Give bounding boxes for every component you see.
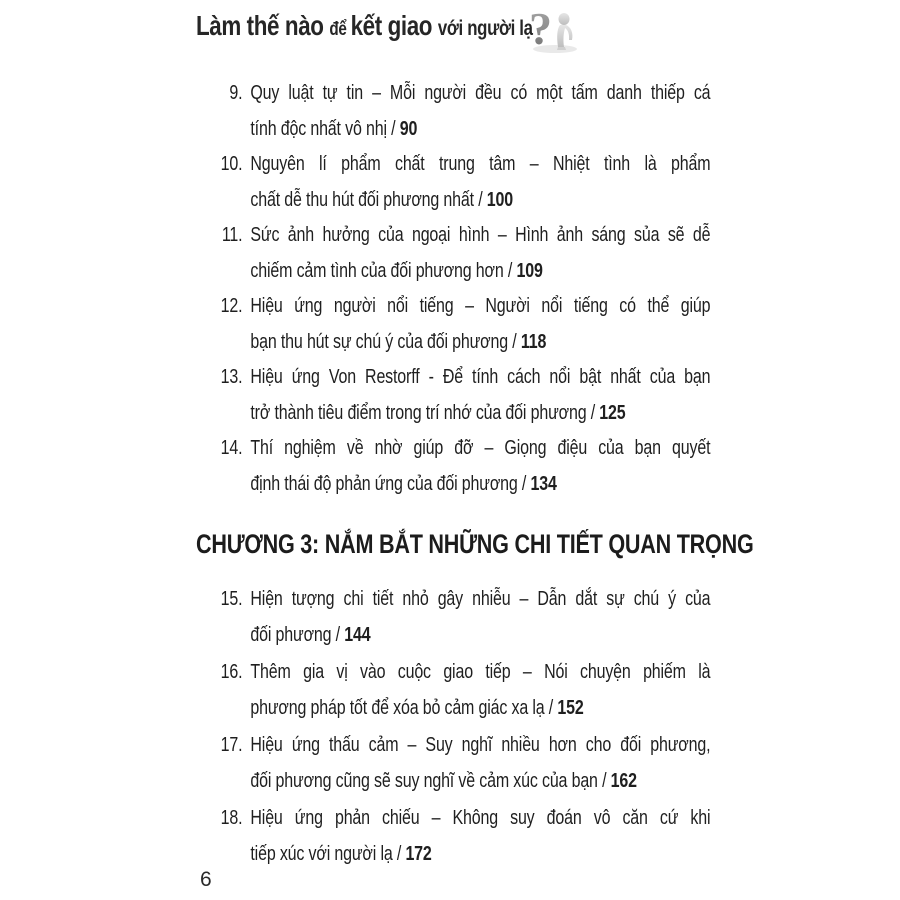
toc-entry-number: 9. bbox=[229, 82, 243, 104]
toc-entry-line1: Hiệu ứng người nổi tiếng – Người nổi tiếng có thể giúp bbox=[250, 295, 711, 317]
svg-text:?: ? bbox=[529, 4, 552, 54]
toc-entry-text bbox=[250, 147, 710, 218]
toc-entry-number: 15. bbox=[220, 588, 243, 610]
toc-entry bbox=[196, 582, 756, 653]
toc-section-chapter2-entries bbox=[196, 76, 896, 502]
toc-entry bbox=[196, 147, 756, 218]
book-title bbox=[196, 10, 533, 42]
toc-entry-line1: Nguyên lí phẩm chất trung tâm – Nhiệt tình là phẩm bbox=[250, 153, 711, 175]
toc-entry-line1: Hiệu ứng phản chiếu – Không suy đoán vô căn cứ khi bbox=[250, 807, 711, 829]
toc-entry-text bbox=[250, 289, 710, 360]
toc-entry-line2: trở thành tiêu điểm trong trí nhớ của đối phương / 125 bbox=[250, 401, 626, 424]
toc-entry-text bbox=[250, 218, 710, 289]
toc-entry-number: 14. bbox=[220, 437, 243, 459]
toc-entry bbox=[196, 655, 756, 726]
toc-entry-line2: định thái độ phản ứng của đối phương / 134 bbox=[250, 472, 557, 495]
book-title-segment: với người lạ bbox=[437, 17, 533, 40]
toc-entry bbox=[196, 431, 756, 502]
question-mark-figure-icon bbox=[528, 4, 582, 54]
toc-entry-line2: tính độc nhất vô nhị / 90 bbox=[250, 117, 418, 140]
toc-entry-line2: chiếm cảm tình của đối phương hơn / 109 bbox=[250, 259, 543, 282]
toc-entry-line2: bạn thu hút sự chú ý của đối phương / 118 bbox=[250, 330, 547, 353]
toc-entry-line2: tiếp xúc với người lạ / 172 bbox=[250, 842, 432, 865]
toc-entry-page: 109 bbox=[516, 259, 543, 282]
toc-entry-page: 152 bbox=[557, 696, 584, 719]
page-number: 6 bbox=[200, 868, 212, 891]
toc-entry bbox=[196, 218, 756, 289]
toc-entry-page: 162 bbox=[610, 769, 637, 792]
book-title-segment: để bbox=[329, 19, 351, 40]
toc-entry bbox=[196, 289, 756, 360]
toc-entry bbox=[196, 76, 756, 147]
toc-entry-page: 172 bbox=[405, 842, 432, 865]
toc-entry-line2: phương pháp tốt để xóa bỏ cảm giác xa lạ / 152 bbox=[250, 696, 584, 719]
toc-entry-number: 13. bbox=[220, 366, 243, 388]
toc-entry-page: 125 bbox=[599, 401, 626, 424]
toc-entry-number: 17. bbox=[220, 734, 243, 756]
book-title-segment: kết giao bbox=[350, 10, 438, 41]
toc-entry-line1: Quy luật tự tin – Mỗi người đều có một tấm danh thiếp cá bbox=[250, 82, 711, 104]
toc-entry-line1: Hiệu ứng thấu cảm – Suy nghĩ nhiều hơn cho đối phương, bbox=[250, 734, 711, 756]
toc-entry-text bbox=[250, 431, 710, 502]
toc-entry-page: 118 bbox=[520, 330, 547, 353]
toc-entry-page: 134 bbox=[530, 472, 557, 495]
toc-entry-line1: Sức ảnh hưởng của ngoại hình – Hình ảnh sáng sủa sẽ dễ bbox=[250, 224, 711, 246]
toc-entry-number: 10. bbox=[220, 153, 243, 175]
toc-entry-line2: đối phương / 144 bbox=[250, 623, 371, 646]
toc-entry-number: 11. bbox=[221, 224, 243, 246]
toc-entry-text bbox=[250, 728, 710, 799]
toc-entry-number: 12. bbox=[220, 295, 243, 317]
toc-entry-text bbox=[250, 655, 710, 726]
toc-entry-text bbox=[250, 360, 710, 431]
toc-entry-page: 100 bbox=[486, 188, 514, 211]
toc-entry-line1: Thí nghiệm về nhờ giúp đỡ – Giọng điệu của bạn quyết bbox=[250, 437, 711, 459]
toc-entry-text bbox=[250, 801, 710, 872]
toc-entry-line1: Hiệu ứng Von Restorff - Để tính cách nổi bật nhất của bạn bbox=[250, 366, 711, 388]
toc-entry-text bbox=[250, 582, 710, 653]
toc-entry-line1: Hiện tượng chi tiết nhỏ gây nhiễu – Dẫn dắt sự chú ý của bbox=[250, 588, 711, 610]
toc-entry-line2: đối phương cũng sẽ suy nghĩ về cảm xúc của bạn / 162 bbox=[250, 769, 637, 792]
toc-entry-line2: chất dễ thu hút đối phương nhất / 100 bbox=[250, 188, 514, 211]
chapter-heading: CHƯƠNG 3: NẮM BẮT NHỮNG CHI TIẾT QUAN TRỌNG bbox=[196, 529, 754, 559]
toc-entry bbox=[196, 801, 756, 872]
toc-entry-number: 18. bbox=[220, 807, 243, 829]
toc-entry-page: 90 bbox=[399, 117, 418, 140]
toc-entry-page: 144 bbox=[344, 623, 371, 646]
toc-section-chapter3-entries bbox=[196, 582, 896, 874]
toc-entry bbox=[196, 360, 756, 431]
toc-entry bbox=[196, 728, 756, 799]
toc-entry-text bbox=[250, 76, 710, 147]
toc-entry-line1: Thêm gia vị vào cuộc giao tiếp – Nói chuyện phiếm là bbox=[250, 661, 711, 683]
book-title-segment: Làm thế nào bbox=[196, 10, 330, 41]
toc-entry-number: 16. bbox=[220, 661, 243, 683]
